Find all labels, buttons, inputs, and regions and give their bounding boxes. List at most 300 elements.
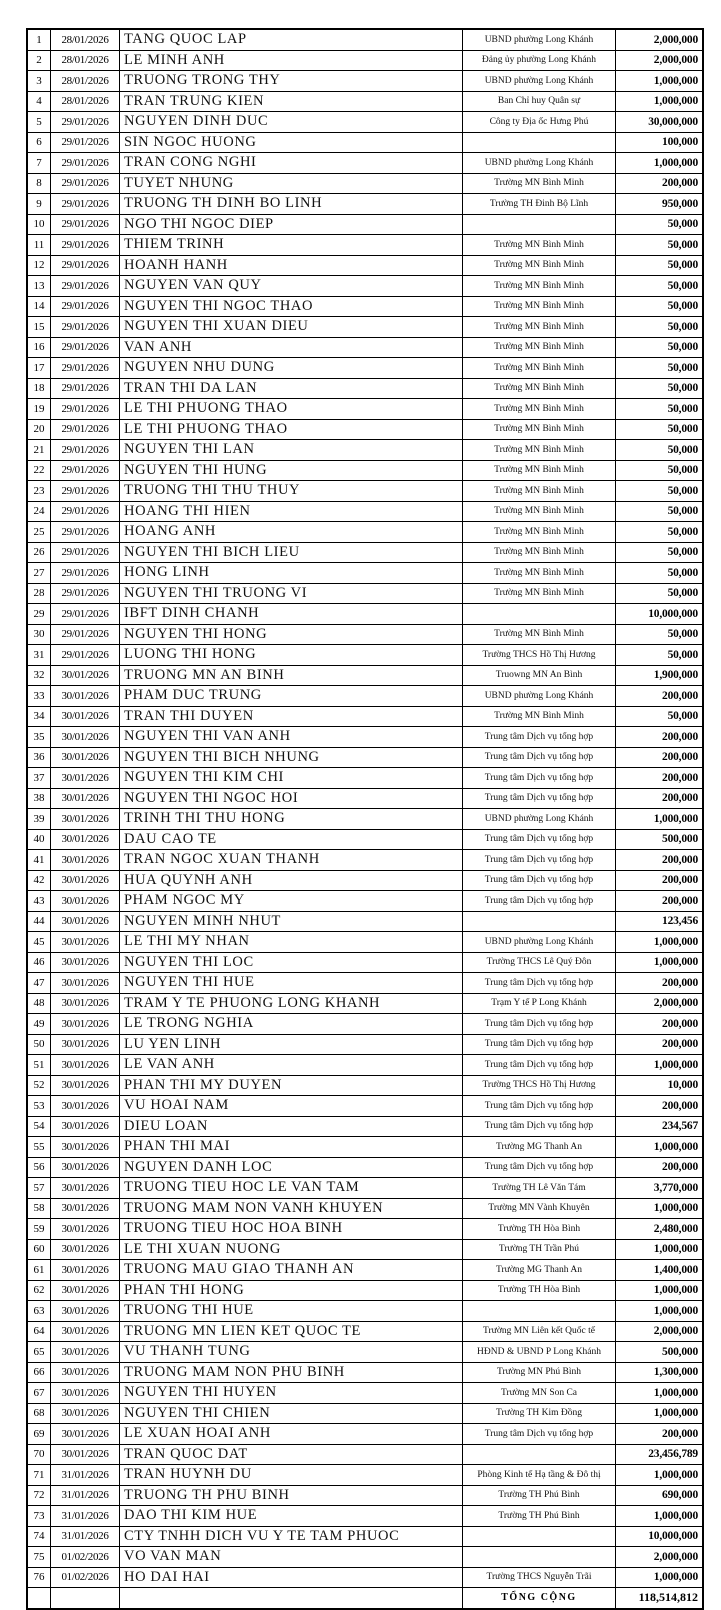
cell-name: LE THI XUAN NUONG [120, 1239, 463, 1260]
cell-amount: 1,300,000 [616, 1362, 704, 1383]
cell-amount: 3,770,000 [616, 1178, 704, 1199]
cell-no: 61 [27, 1260, 51, 1281]
cell-org: UBND phường Long Khánh [463, 686, 616, 707]
table-row [27, 706, 703, 727]
table-row [27, 1485, 703, 1506]
cell-amount: 50,000 [616, 440, 704, 461]
cell-amount: 1,000,000 [616, 932, 704, 953]
cell-name: HONG LINH [120, 563, 463, 584]
cell-date: 30/01/2026 [51, 1116, 120, 1137]
cell-org: Trường MN Bình Minh [463, 337, 616, 358]
cell-no: 70 [27, 1444, 51, 1465]
cell-date: 29/01/2026 [51, 460, 120, 481]
cell-name: HO DAI HAI [120, 1567, 463, 1588]
cell-name: DAO THI KIM HUE [120, 1506, 463, 1527]
cell-name: IBFT DINH CHANH [120, 604, 463, 625]
cell-name: VO VAN MAN [120, 1547, 463, 1568]
table-row [27, 973, 703, 994]
table-row [27, 358, 703, 379]
cell-amount: 1,000,000 [616, 91, 704, 112]
cell-name: NGO THI NGOC DIEP [120, 214, 463, 235]
cell-name: PHAN THI MAI [120, 1137, 463, 1158]
cell-amount: 50,000 [616, 276, 704, 297]
cell-name: CTY TNHH DICH VU Y TE TAM PHUOC [120, 1526, 463, 1547]
cell-amount: 50,000 [616, 214, 704, 235]
cell-no: 4 [27, 91, 51, 112]
cell-amount: 200,000 [616, 973, 704, 994]
cell-amount: 100,000 [616, 132, 704, 153]
cell-date: 29/01/2026 [51, 481, 120, 502]
cell-no: 69 [27, 1424, 51, 1445]
cell-amount: 50,000 [616, 542, 704, 563]
table-row [27, 1055, 703, 1076]
table-row [27, 112, 703, 133]
cell-date: 31/01/2026 [51, 1465, 120, 1486]
table-row [27, 173, 703, 194]
table-row [27, 1198, 703, 1219]
table-row [27, 1342, 703, 1363]
cell-amount: 1,000,000 [616, 1055, 704, 1076]
cell-org: Trường TH Phú Bình [463, 1485, 616, 1506]
total-row [27, 1588, 703, 1609]
cell-amount: 200,000 [616, 1424, 704, 1445]
cell-no: 54 [27, 1116, 51, 1137]
cell-amount: 1,000,000 [616, 1239, 704, 1260]
cell-amount: 200,000 [616, 173, 704, 194]
cell-name: TRUONG MAU GIAO THANH AN [120, 1260, 463, 1281]
cell-amount: 10,000,000 [616, 604, 704, 625]
cell-name: PHAN THI HONG [120, 1280, 463, 1301]
table-row [27, 1096, 703, 1117]
cell-amount: 1,000,000 [616, 952, 704, 973]
table-row [27, 1465, 703, 1486]
cell-org: Đảng ủy phường Long Khánh [463, 50, 616, 71]
cell-org: Trường MN Bình Minh [463, 563, 616, 584]
cell-name: LUONG THI HONG [120, 645, 463, 666]
cell-org: UBND phường Long Khánh [463, 29, 616, 50]
cell-org: Trường MG Thanh An [463, 1260, 616, 1281]
cell-date-empty [51, 1588, 120, 1609]
cell-date: 30/01/2026 [51, 1321, 120, 1342]
cell-org: Trường MN Bình Minh [463, 317, 616, 338]
cell-amount: 1,000,000 [616, 153, 704, 174]
cell-name: LE XUAN HOAI ANH [120, 1424, 463, 1445]
cell-name: NGUYEN THI HONG [120, 624, 463, 645]
cell-amount: 2,000,000 [616, 1547, 704, 1568]
table-row [27, 419, 703, 440]
cell-org [463, 132, 616, 153]
cell-name: TRUONG TH DINH BO LINH [120, 194, 463, 215]
cell-date: 29/01/2026 [51, 194, 120, 215]
cell-date: 30/01/2026 [51, 870, 120, 891]
cell-org [463, 1526, 616, 1547]
cell-name: LE THI MY NHAN [120, 932, 463, 953]
cell-date: 29/01/2026 [51, 501, 120, 522]
cell-date: 30/01/2026 [51, 932, 120, 953]
cell-no: 20 [27, 419, 51, 440]
cell-org [463, 1547, 616, 1568]
cell-amount: 200,000 [616, 891, 704, 912]
table-row [27, 460, 703, 481]
cell-no-empty [27, 1588, 51, 1609]
cell-no: 72 [27, 1485, 51, 1506]
cell-name: HOANG THI HIEN [120, 501, 463, 522]
cell-name: NGUYEN THI BICH LIEU [120, 542, 463, 563]
cell-name: PHAM NGOC MY [120, 891, 463, 912]
table-row [27, 993, 703, 1014]
cell-name: NGUYEN THI VAN ANH [120, 727, 463, 748]
cell-org: Trung tâm Dịch vụ tổng hợp [463, 1055, 616, 1076]
cell-amount: 2,480,000 [616, 1219, 704, 1240]
cell-date: 30/01/2026 [51, 1157, 120, 1178]
cell-no: 42 [27, 870, 51, 891]
cell-amount: 2,000,000 [616, 993, 704, 1014]
cell-no: 66 [27, 1362, 51, 1383]
cell-no: 45 [27, 932, 51, 953]
cell-date: 29/01/2026 [51, 276, 120, 297]
cell-org: Trường MN Bình Minh [463, 583, 616, 604]
cell-no: 11 [27, 235, 51, 256]
cell-name: NGUYEN THI HUYEN [120, 1383, 463, 1404]
table-row [27, 132, 703, 153]
cell-amount: 50,000 [616, 624, 704, 645]
cell-name: TRUONG MN AN BINH [120, 665, 463, 686]
table-row [27, 870, 703, 891]
cell-amount: 50,000 [616, 235, 704, 256]
cell-amount: 50,000 [616, 337, 704, 358]
ledger-table [26, 28, 704, 1610]
cell-no: 43 [27, 891, 51, 912]
table-row [27, 645, 703, 666]
cell-date: 30/01/2026 [51, 952, 120, 973]
cell-org: Trường TH Đinh Bộ Lĩnh [463, 194, 616, 215]
cell-no: 55 [27, 1137, 51, 1158]
cell-amount: 50,000 [616, 583, 704, 604]
cell-amount: 200,000 [616, 768, 704, 789]
cell-date: 30/01/2026 [51, 1444, 120, 1465]
table-row [27, 1116, 703, 1137]
cell-amount: 234,567 [616, 1116, 704, 1137]
cell-date: 30/01/2026 [51, 706, 120, 727]
table-row [27, 235, 703, 256]
cell-no: 71 [27, 1465, 51, 1486]
cell-no: 27 [27, 563, 51, 584]
table-row [27, 1383, 703, 1404]
cell-no: 19 [27, 399, 51, 420]
cell-org: Trường MN Bình Minh [463, 399, 616, 420]
table-row [27, 768, 703, 789]
cell-org: Trường MN Bình Minh [463, 522, 616, 543]
table-row [27, 1178, 703, 1199]
cell-org: Trường THCS Hồ Thị Hương [463, 645, 616, 666]
cell-org: Trường MN Bình Minh [463, 501, 616, 522]
cell-date: 30/01/2026 [51, 1239, 120, 1260]
cell-org: Trường MN Bình Minh [463, 255, 616, 276]
cell-name: HUA QUYNH ANH [120, 870, 463, 891]
cell-amount: 50,000 [616, 296, 704, 317]
cell-no: 56 [27, 1157, 51, 1178]
table-row [27, 809, 703, 830]
table-row [27, 727, 703, 748]
cell-amount: 1,000,000 [616, 1137, 704, 1158]
cell-amount: 950,000 [616, 194, 704, 215]
cell-amount: 50,000 [616, 358, 704, 379]
cell-name: TRAN THI DA LAN [120, 378, 463, 399]
cell-date: 29/01/2026 [51, 645, 120, 666]
cell-date: 30/01/2026 [51, 1055, 120, 1076]
cell-date: 30/01/2026 [51, 727, 120, 748]
cell-org: Trung tâm Dịch vụ tổng hợp [463, 973, 616, 994]
cell-org: Trung tâm Dịch vụ tổng hợp [463, 1096, 616, 1117]
cell-amount: 1,000,000 [616, 1567, 704, 1588]
cell-no: 13 [27, 276, 51, 297]
cell-amount: 690,000 [616, 1485, 704, 1506]
cell-date: 30/01/2026 [51, 1075, 120, 1096]
cell-org: Trường MN Bình Minh [463, 419, 616, 440]
cell-no: 59 [27, 1219, 51, 1240]
cell-date: 30/01/2026 [51, 911, 120, 932]
cell-org: Trường MN Bình Minh [463, 296, 616, 317]
table-row [27, 276, 703, 297]
cell-name: LE THI PHUONG THAO [120, 419, 463, 440]
table-row [27, 337, 703, 358]
table-row [27, 91, 703, 112]
cell-date: 30/01/2026 [51, 1362, 120, 1383]
cell-org: Trường MN Bình Minh [463, 460, 616, 481]
cell-amount: 50,000 [616, 378, 704, 399]
cell-no: 6 [27, 132, 51, 153]
cell-amount: 200,000 [616, 1034, 704, 1055]
cell-org: Trường TH Kim Đồng [463, 1403, 616, 1424]
cell-name: NGUYEN THI NGOC HOI [120, 788, 463, 809]
cell-no: 37 [27, 768, 51, 789]
cell-date: 30/01/2026 [51, 1096, 120, 1117]
cell-org: Trường TH Trần Phú [463, 1239, 616, 1260]
cell-amount: 50,000 [616, 645, 704, 666]
table-row [27, 665, 703, 686]
cell-amount: 50,000 [616, 522, 704, 543]
cell-org: Trường TH Hòa Bình [463, 1219, 616, 1240]
cell-org: Trung tâm Dịch vụ tổng hợp [463, 850, 616, 871]
cell-no: 33 [27, 686, 51, 707]
cell-date: 30/01/2026 [51, 891, 120, 912]
cell-date: 29/01/2026 [51, 214, 120, 235]
cell-date: 30/01/2026 [51, 1178, 120, 1199]
cell-amount: 500,000 [616, 829, 704, 850]
cell-org: Trường MN Bình Minh [463, 440, 616, 461]
cell-no: 65 [27, 1342, 51, 1363]
cell-name: TRUONG THI HUE [120, 1301, 463, 1322]
cell-date: 30/01/2026 [51, 1014, 120, 1035]
cell-org: Trung tâm Dịch vụ tổng hợp [463, 829, 616, 850]
table-row [27, 1362, 703, 1383]
cell-no: 26 [27, 542, 51, 563]
cell-org: Trường TH Lê Văn Tám [463, 1178, 616, 1199]
cell-name: NGUYEN DINH DUC [120, 112, 463, 133]
cell-amount: 1,000,000 [616, 1506, 704, 1527]
cell-org: Trường MN Bình Minh [463, 481, 616, 502]
cell-amount: 30,000,000 [616, 112, 704, 133]
table-row [27, 1424, 703, 1445]
cell-org: UBND phường Long Khánh [463, 809, 616, 830]
cell-no: 35 [27, 727, 51, 748]
table-row [27, 29, 703, 50]
cell-name: TRUONG MN LIEN KET QUOC TE [120, 1321, 463, 1342]
cell-org: Truowng MN An Bình [463, 665, 616, 686]
cell-no: 57 [27, 1178, 51, 1199]
cell-no: 58 [27, 1198, 51, 1219]
cell-amount: 50,000 [616, 255, 704, 276]
table-row [27, 1260, 703, 1281]
cell-org: Trung tâm Dịch vụ tổng hợp [463, 1424, 616, 1445]
cell-no: 76 [27, 1567, 51, 1588]
cell-date: 29/01/2026 [51, 153, 120, 174]
cell-date: 31/01/2026 [51, 1485, 120, 1506]
cell-org: Trường TH Hòa Bình [463, 1280, 616, 1301]
cell-no: 1 [27, 29, 51, 50]
cell-org [463, 604, 616, 625]
cell-name: VAN ANH [120, 337, 463, 358]
cell-amount: 200,000 [616, 870, 704, 891]
cell-date: 30/01/2026 [51, 1198, 120, 1219]
table-row [27, 214, 703, 235]
table-row [27, 1280, 703, 1301]
cell-amount: 10,000 [616, 1075, 704, 1096]
cell-org: Trung tâm Dịch vụ tổng hợp [463, 788, 616, 809]
cell-name: TRUONG THI THU THUY [120, 481, 463, 502]
cell-no: 68 [27, 1403, 51, 1424]
cell-name: TRAN CONG NGHI [120, 153, 463, 174]
cell-date: 30/01/2026 [51, 829, 120, 850]
table-row [27, 501, 703, 522]
cell-no: 15 [27, 317, 51, 338]
cell-amount: 1,000,000 [616, 809, 704, 830]
cell-name: NGUYEN THI TRUONG VI [120, 583, 463, 604]
cell-org: Phòng Kinh tế Hạ tầng & Đô thị [463, 1465, 616, 1486]
cell-no: 7 [27, 153, 51, 174]
cell-date: 29/01/2026 [51, 522, 120, 543]
cell-name-empty [120, 1588, 463, 1609]
cell-date: 29/01/2026 [51, 337, 120, 358]
cell-no: 63 [27, 1301, 51, 1322]
cell-name: TRUONG TRONG THY [120, 71, 463, 92]
cell-date: 30/01/2026 [51, 1219, 120, 1240]
cell-org: Trường MN Vành Khuyên [463, 1198, 616, 1219]
cell-no: 47 [27, 973, 51, 994]
table-row [27, 50, 703, 71]
cell-no: 10 [27, 214, 51, 235]
table-row [27, 522, 703, 543]
cell-no: 31 [27, 645, 51, 666]
table-row [27, 1157, 703, 1178]
cell-amount: 200,000 [616, 1014, 704, 1035]
cell-amount: 1,000,000 [616, 1383, 704, 1404]
cell-no: 48 [27, 993, 51, 1014]
cell-name: THIEM TRINH [120, 235, 463, 256]
cell-name: TRAN TRUNG KIEN [120, 91, 463, 112]
cell-org: Trường MN Son Ca [463, 1383, 616, 1404]
cell-amount: 2,000,000 [616, 29, 704, 50]
cell-name: TRUONG MAM NON VANH KHUYEN [120, 1198, 463, 1219]
cell-name: LE MINH ANH [120, 50, 463, 71]
cell-org [463, 214, 616, 235]
cell-no: 74 [27, 1526, 51, 1547]
cell-no: 22 [27, 460, 51, 481]
cell-org [463, 1301, 616, 1322]
cell-date: 30/01/2026 [51, 1280, 120, 1301]
cell-no: 29 [27, 604, 51, 625]
cell-date: 30/01/2026 [51, 1137, 120, 1158]
cell-org: Trường THCS Lê Quý Đôn [463, 952, 616, 973]
cell-amount: 1,400,000 [616, 1260, 704, 1281]
cell-date: 30/01/2026 [51, 1301, 120, 1322]
cell-date: 30/01/2026 [51, 1034, 120, 1055]
cell-no: 50 [27, 1034, 51, 1055]
cell-name: NGUYEN THI HUE [120, 973, 463, 994]
cell-date: 30/01/2026 [51, 768, 120, 789]
cell-org: Trường MN Bình Minh [463, 624, 616, 645]
cell-org: Trường MN Bình Minh [463, 276, 616, 297]
table-row [27, 542, 703, 563]
cell-date: 28/01/2026 [51, 29, 120, 50]
cell-date: 01/02/2026 [51, 1547, 120, 1568]
cell-amount: 200,000 [616, 686, 704, 707]
cell-no: 25 [27, 522, 51, 543]
cell-name: NGUYEN NHU DUNG [120, 358, 463, 379]
cell-date: 29/01/2026 [51, 255, 120, 276]
cell-date: 29/01/2026 [51, 604, 120, 625]
cell-amount: 200,000 [616, 850, 704, 871]
cell-no: 18 [27, 378, 51, 399]
cell-name: DAU CAO TE [120, 829, 463, 850]
cell-date: 28/01/2026 [51, 71, 120, 92]
cell-name: PHAN THI MY DUYEN [120, 1075, 463, 1096]
cell-no: 64 [27, 1321, 51, 1342]
cell-amount: 50,000 [616, 399, 704, 420]
table-row [27, 1547, 703, 1568]
cell-no: 21 [27, 440, 51, 461]
table-row [27, 71, 703, 92]
cell-no: 41 [27, 850, 51, 871]
table-row [27, 1137, 703, 1158]
cell-amount: 10,000,000 [616, 1526, 704, 1547]
cell-name: VU HOAI NAM [120, 1096, 463, 1117]
cell-name: TRUONG TH PHU BINH [120, 1485, 463, 1506]
table-row [27, 296, 703, 317]
cell-date: 29/01/2026 [51, 419, 120, 440]
cell-no: 2 [27, 50, 51, 71]
table-row [27, 624, 703, 645]
table-row [27, 583, 703, 604]
cell-amount: 1,000,000 [616, 1301, 704, 1322]
cell-org: Trường MN Phú Bình [463, 1362, 616, 1383]
table-row [27, 891, 703, 912]
cell-org: Trường MN Bình Minh [463, 173, 616, 194]
cell-amount: 1,000,000 [616, 71, 704, 92]
cell-date: 29/01/2026 [51, 542, 120, 563]
cell-org: Trường MN Bình Minh [463, 378, 616, 399]
cell-name: DIEU LOAN [120, 1116, 463, 1137]
cell-no: 36 [27, 747, 51, 768]
cell-amount: 50,000 [616, 317, 704, 338]
cell-amount: 1,000,000 [616, 1465, 704, 1486]
table-row [27, 378, 703, 399]
cell-amount: 200,000 [616, 747, 704, 768]
cell-name: NGUYEN THI BICH NHUNG [120, 747, 463, 768]
cell-name: SIN NGOC HUONG [120, 132, 463, 153]
ledger-footer [27, 1588, 703, 1609]
cell-no: 73 [27, 1506, 51, 1527]
